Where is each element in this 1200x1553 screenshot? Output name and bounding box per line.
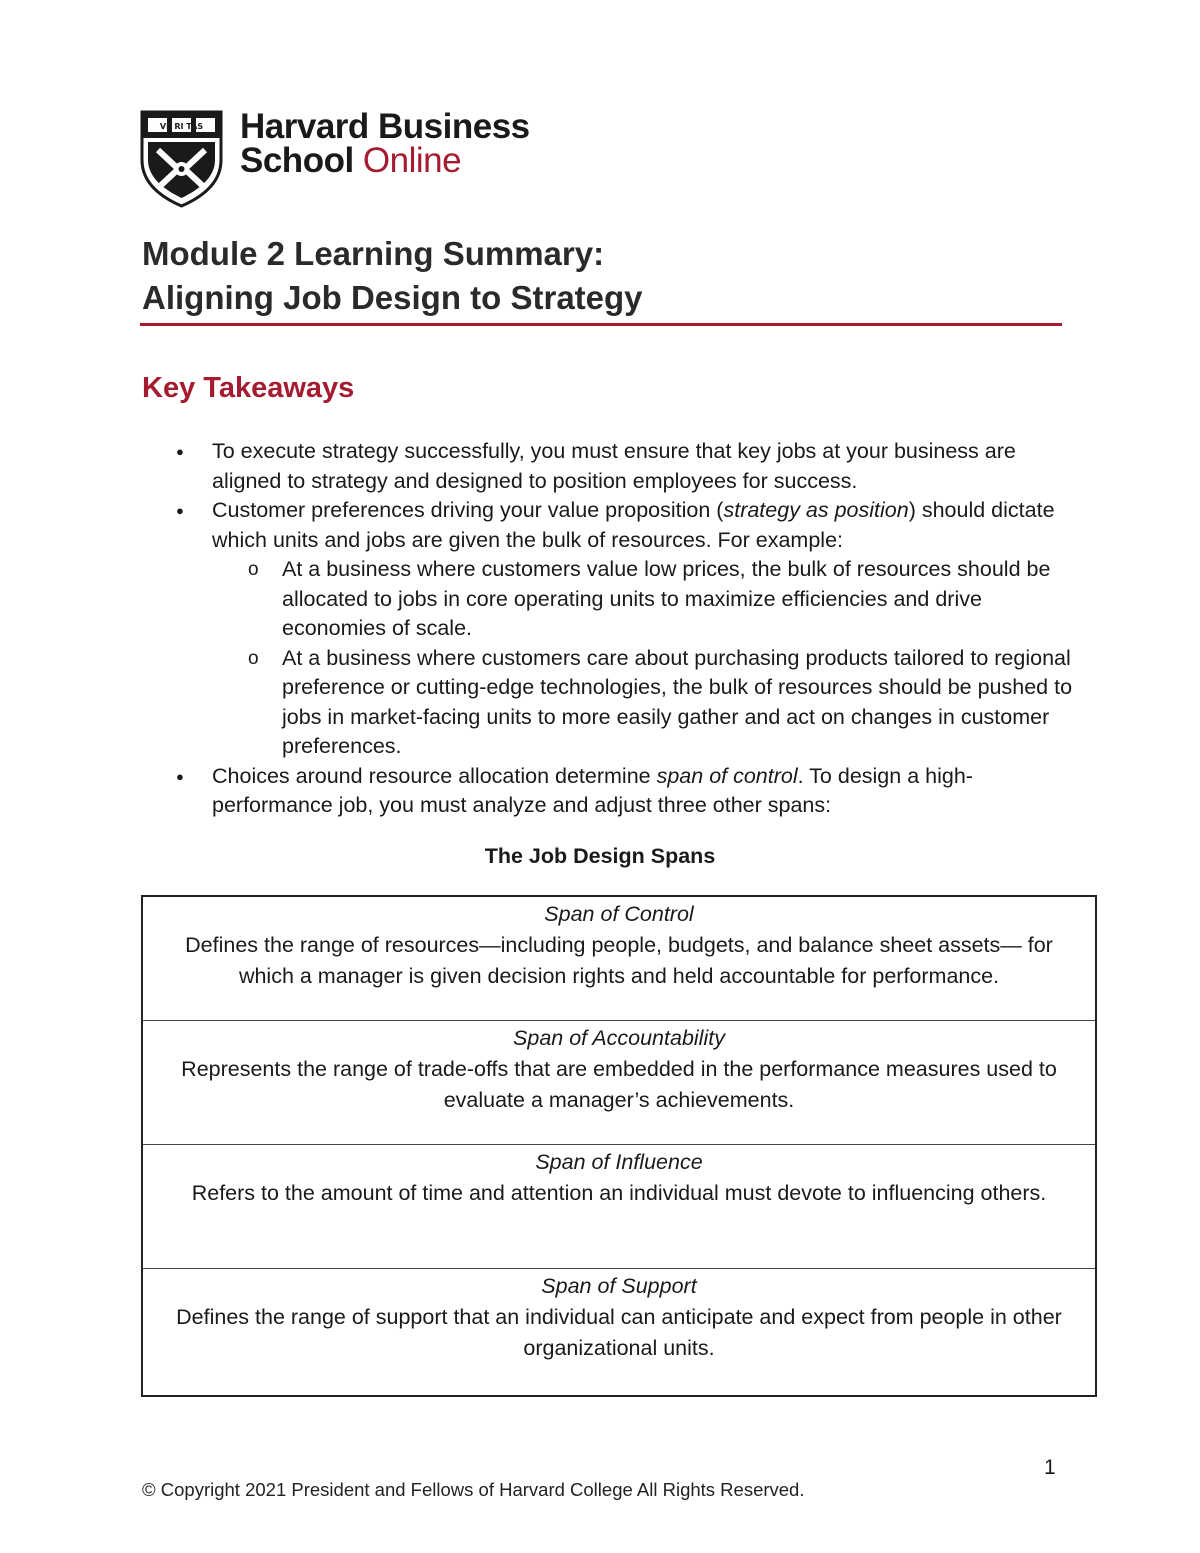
brand-wordmark xyxy=(240,107,530,180)
sub-list xyxy=(212,555,1082,762)
bullet-2-post: ) should dictate which units and jobs are given the bulk of resources. For example: xyxy=(212,498,1055,552)
brand-line-2 xyxy=(240,141,530,180)
list-item xyxy=(142,762,1082,821)
sub-bullet-2-text: At a business where customers care about purchasing products tailored to regional preference or cutting-edge technologies, the bulk of resources should be pushed to jobs in market-facing units to more easily gather and act on changes in customer preferences. xyxy=(282,645,1073,758)
spans-table xyxy=(141,895,1097,1397)
harvard-shield-icon xyxy=(140,110,223,208)
sub-list-item xyxy=(212,555,1082,644)
takeaways xyxy=(142,437,1082,821)
bullet-3-post: . To design a high-performance job, you must analyze and adjust three other spans: xyxy=(212,763,973,817)
bullet-1-text: To execute strategy successfully, you must ensure that key jobs at your business are aligned to strategy and designed to position employees for success. xyxy=(212,439,1016,493)
span-name: Span of Accountability xyxy=(513,1026,725,1050)
brand-online: Online xyxy=(362,141,462,180)
span-description: Defines the range of resources—including people, budgets, and balance sheet assets— for which a manager is given decision rights and held accountable for performance. xyxy=(185,933,1053,988)
takeaway-list xyxy=(142,437,1082,821)
page-title xyxy=(142,232,1062,320)
table-row xyxy=(143,897,1095,1021)
table-row xyxy=(143,1021,1095,1145)
list-item xyxy=(142,496,1082,762)
page-number: 1 xyxy=(1044,1456,1056,1479)
bullet-3-emphasis: span of control xyxy=(656,763,798,788)
table-caption: The Job Design Spans xyxy=(484,844,716,868)
brand-line-1: Harvard Business xyxy=(240,107,530,146)
bullet-2-pre: Customer preferences driving your value proposition ( xyxy=(212,498,724,522)
copyright-notice: © Copyright 2021 President and Fellows of Harvard College All Rights Reserved. xyxy=(142,1479,805,1500)
bullet-3-pre: Choices around resource allocation determine xyxy=(212,763,657,788)
span-description: Represents the range of trade-offs that are embedded in the performance measures used to evaluate a manager’s achievements. xyxy=(181,1057,1057,1112)
span-name: Span of Control xyxy=(544,902,694,926)
bullet-2-emphasis: strategy as position xyxy=(723,498,909,522)
hbs-online-logo xyxy=(140,107,560,210)
sub-bullet-1-text: At a business where customers value low prices, the bulk of resources should be allocated to jobs in core operating units to maximize efficiencies and drive economies of scale. xyxy=(282,557,1051,640)
span-name: Span of Influence xyxy=(535,1150,703,1174)
table-row xyxy=(143,1145,1095,1269)
span-name: Span of Support xyxy=(541,1274,697,1298)
brand-school: School xyxy=(240,141,354,180)
section-heading: Key Takeaways xyxy=(142,372,355,404)
title-divider xyxy=(140,323,1062,326)
sub-list-item xyxy=(212,644,1082,762)
table-row xyxy=(143,1269,1095,1395)
span-description: Refers to the amount of time and attention an individual must devote to influencing others. xyxy=(191,1181,1047,1205)
title-line-1: Module 2 Learning Summary: xyxy=(142,235,605,272)
shield-motto: VE RI TAS xyxy=(159,122,204,131)
span-description: Defines the range of support that an individual can anticipate and expect from people in other organizational units. xyxy=(176,1305,1062,1360)
title-line-2: Aligning Job Design to Strategy xyxy=(142,279,643,316)
list-item xyxy=(142,437,1082,496)
